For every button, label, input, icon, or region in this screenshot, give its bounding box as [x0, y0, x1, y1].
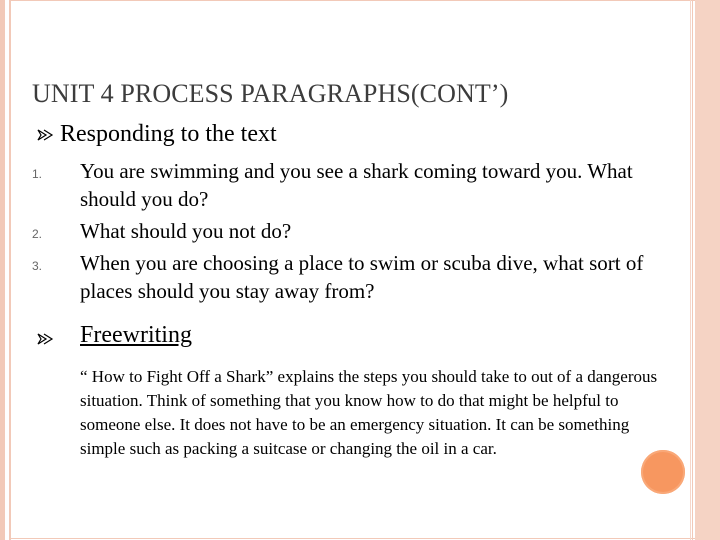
section-heading-freewriting [37, 322, 677, 354]
pointer-icon [37, 331, 55, 347]
frame-right-band [695, 0, 720, 540]
frame-left-inner-line [9, 0, 11, 540]
list-number: 3. [32, 259, 43, 273]
list-number: 2. [32, 227, 43, 241]
frame-bottom-line [11, 538, 695, 539]
slide-title: UNIT 4 PROCESS PARAGRAPHS(CONT’) [32, 79, 509, 108]
list-item-text: What should you not do? [80, 219, 292, 243]
list-item-text: You are swimming and you see a shark coming toward you. What should you do? [80, 159, 633, 211]
list-item [32, 217, 682, 245]
frame-left-border [0, 0, 5, 540]
numbered-question-list [32, 157, 682, 309]
list-item [32, 157, 682, 213]
section-heading-text: Responding to the text [60, 121, 277, 147]
frame-right-line [692, 0, 693, 540]
list-number: 1. [32, 167, 43, 181]
frame-right-thin-line [690, 0, 691, 540]
list-item-text: When you are choosing a place to swim or scuba dive, what sort of places should you stay away from? [80, 251, 644, 303]
frame-top-line [11, 0, 695, 1]
section-heading-responding [37, 121, 677, 151]
freewriting-paragraph: “ How to Fight Off a Shark” explains the steps you should take to out of a dangerous situation. Think of something that you know how to do that might be helpful to someone else. It does not have to be an emergency situation. It can be something simple such as packing a suitcase or changing the oil in a car. [80, 367, 658, 458]
pointer-icon [37, 127, 55, 143]
freewriting-heading-text: Freewriting [80, 322, 192, 348]
list-item [32, 249, 682, 305]
